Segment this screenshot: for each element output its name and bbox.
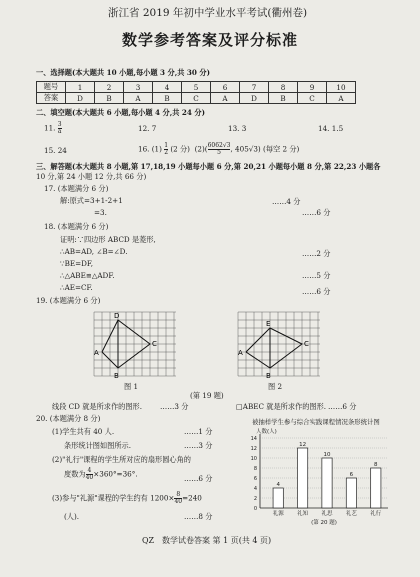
text: ×360°=36°. — [93, 469, 138, 479]
q18-heading: 18. (本题满分 6 分) — [44, 222, 109, 231]
q19-heading: 19. (本题满分 6 分) — [36, 296, 101, 305]
y-axis-label: 人数(人) — [256, 429, 277, 435]
x-tick-label: 礼艺 — [345, 511, 357, 517]
question-number: 11. — [44, 123, 56, 133]
figure-caption: (第 19 题) — [190, 391, 224, 400]
y-tick-label: 8 — [253, 466, 257, 472]
bar — [273, 488, 283, 508]
point-label: D — [114, 312, 120, 320]
score-note: ……8 分 — [184, 512, 213, 521]
answer-16-part2: (2) — [194, 144, 205, 154]
q18-line1: 证明:∵四边形 ABCD 是菱形, — [60, 235, 156, 244]
y-tick-label: 6 — [253, 476, 257, 482]
y-tick-label: 0 — [253, 506, 257, 512]
table-cell: A — [211, 93, 240, 104]
q20-part3 — [52, 492, 202, 505]
table-cell: A — [124, 93, 153, 104]
section-3-title-cont: 10 分,第 24 小题 12 分,共 66 分) — [36, 172, 147, 181]
score-note: ……2 分 — [302, 249, 331, 258]
y-tick-label: 14 — [250, 436, 257, 442]
footer-page: 数学试卷答案 第 1 页(共 4 页) — [162, 536, 272, 545]
exam-title: 浙江省 2019 年初中学业水平考试(衢州卷) — [108, 7, 308, 19]
table-cell: 6 — [211, 82, 240, 93]
table-cell: B — [153, 93, 182, 104]
q20-part1: (1)学生共有 40 人. — [52, 427, 115, 436]
score-note: ……1 分 — [184, 427, 213, 436]
q18-line2: ∴AB=AD, ∠B=∠D. — [60, 247, 128, 256]
numerator: 6062√3 — [207, 142, 231, 149]
table-cell: 10 — [327, 82, 356, 93]
table-cell: 1 — [66, 82, 95, 93]
answer-16: 16. (1) $\frac{1}{2}$ (2 分) (2)( $\frac{6062√3}{5}$ , 405√3) (每空 2 分) — [138, 142, 300, 156]
table-cell: B — [95, 93, 124, 104]
bar-value-label: 12 — [299, 442, 307, 448]
table-cell: A — [327, 93, 356, 104]
text: 度数为 — [64, 469, 86, 479]
answer-16-part2-rest: , 405√3) (每空 2 分) — [230, 144, 300, 154]
text: (3)参与"礼源"课程的学生约有 1200× — [52, 493, 175, 503]
section-1-title: 一、选择题(本大题共 10 小题,每小题 3 分,共 30 分) — [36, 68, 211, 77]
q18-line4: ∴△ABE≌△ADF. — [60, 271, 115, 280]
chart-caption: (第 20 题) — [311, 520, 337, 526]
x-tick-label: 礼知 — [297, 511, 309, 517]
figure-1-grid — [88, 308, 184, 380]
q17-heading: 17. (本题满分 6 分) — [44, 184, 109, 193]
answer-16-part1: 16. (1) — [138, 144, 162, 154]
table-cell: D — [240, 93, 269, 104]
fraction — [174, 492, 182, 505]
answer-12: 12. 7 — [138, 124, 157, 133]
score-note: ……3 分 — [184, 441, 213, 450]
y-tick-label: 12 — [250, 446, 257, 452]
y-tick-label: 10 — [250, 456, 257, 462]
choice-answer-table — [36, 81, 356, 104]
q20-part3b: (人). — [64, 512, 80, 521]
table-cell: 8 — [269, 82, 298, 93]
score-note: ……6 分 — [302, 208, 331, 217]
fraction — [208, 143, 231, 156]
text: =240 — [182, 493, 202, 503]
q17-line2: =3. — [94, 208, 107, 217]
table-cell: 3 — [124, 82, 153, 93]
q20-part2: (2)"礼行"课程的学生所对应的扇形圆心角的 — [52, 455, 191, 464]
denominator: 40 — [174, 498, 183, 505]
answer-15: 15. 24 — [44, 146, 67, 155]
numerator: 1 — [164, 142, 169, 149]
answer-11 — [44, 122, 62, 135]
table-cell: C — [298, 93, 327, 104]
point-label: B — [114, 372, 119, 380]
answer-13: 13. 3 — [228, 124, 247, 133]
fraction — [58, 122, 62, 135]
score-note: ……6 分 — [184, 474, 213, 483]
denominator: a — [57, 128, 62, 135]
numerator: 3 — [57, 121, 62, 128]
bar — [346, 478, 356, 508]
bar-value-label: 6 — [349, 472, 354, 478]
bar-chart — [238, 428, 398, 528]
table-cell: 4 — [153, 82, 182, 93]
q18-line3: ∵BE=DF, — [60, 259, 94, 268]
table-cell: C — [182, 93, 211, 104]
point-label: C — [152, 340, 157, 348]
score-note: (2 分) — [170, 144, 190, 154]
score-note: ……6 分 — [302, 287, 331, 296]
table-row — [37, 93, 356, 104]
score-note: ……6 分 — [328, 402, 357, 411]
point-label: C — [304, 340, 309, 348]
figure-2-grid — [232, 308, 328, 380]
score-note: ……5 分 — [302, 271, 331, 280]
q20-part1b: 条形统计图如图所示. — [64, 441, 131, 450]
bar — [297, 448, 307, 508]
q20-heading: 20. (本题满分 8 分) — [36, 414, 101, 423]
table-row — [37, 82, 356, 93]
x-tick-label: 礼源 — [272, 511, 284, 517]
section-3-title: 三、解答题(本大题共 8 小题,第 17,18,19 小题每小题 6 分,第 20,21 小题每小题 8 分,第 22,23 小题各 — [36, 162, 381, 171]
table-cell: 答案 — [37, 93, 66, 104]
answer-14: 14. 1.5 — [318, 124, 344, 133]
point-label: A — [94, 349, 99, 357]
section-2-title: 二、填空题(本大题共 6 小题,每小题 4 分,共 24 分) — [36, 108, 206, 117]
bar-value-label: 10 — [323, 452, 331, 458]
denominator: 40 — [85, 474, 94, 481]
fraction — [164, 143, 168, 156]
numerator: 4 — [87, 467, 92, 474]
point-label: E — [266, 320, 271, 328]
denominator: 2 — [164, 149, 169, 156]
q19-answer-2: □ABEC 就是所求作的图形. — [236, 402, 327, 411]
x-tick-label: 礼思 — [321, 511, 333, 517]
score-note: ……3 分 — [160, 402, 189, 411]
figure-2-caption: 图 2 — [268, 382, 283, 391]
numerator: 8 — [176, 491, 181, 498]
table-cell: 题号 — [37, 82, 66, 93]
denominator: 5 — [217, 149, 221, 156]
bar — [371, 468, 381, 508]
table-cell: 5 — [182, 82, 211, 93]
x-tick-label: 礼行 — [370, 511, 382, 517]
q19-answer-1: 线段 CD 就是所求作的图形. — [52, 402, 142, 411]
table-cell: D — [66, 93, 95, 104]
q18-line5: ∴AE=CF. — [60, 283, 93, 292]
table-cell: 9 — [298, 82, 327, 93]
figure-2-lines — [246, 328, 302, 368]
score-note: ……4 分 — [272, 197, 301, 206]
q17-line1: 解:原式=3+1-2+1 — [60, 196, 123, 205]
bar-value-label: 8 — [374, 462, 378, 468]
y-tick-label: 4 — [253, 486, 257, 492]
footer-code: QZ — [142, 536, 155, 545]
table-cell: 7 — [240, 82, 269, 93]
figure-1-caption: 图 1 — [124, 382, 139, 391]
point-label: B — [266, 372, 271, 380]
table-cell: B — [269, 93, 298, 104]
bar-value-label: 4 — [276, 482, 280, 488]
y-tick-label: 2 — [253, 496, 257, 502]
chart-title: 被抽样学生参与综合实践课程情况条形统计图 — [252, 418, 380, 426]
bar — [322, 458, 332, 508]
point-label: A — [238, 349, 243, 357]
document-title: 数学参考答案及评分标准 — [122, 31, 299, 49]
table-cell: 2 — [95, 82, 124, 93]
q20-part2b — [64, 468, 138, 481]
